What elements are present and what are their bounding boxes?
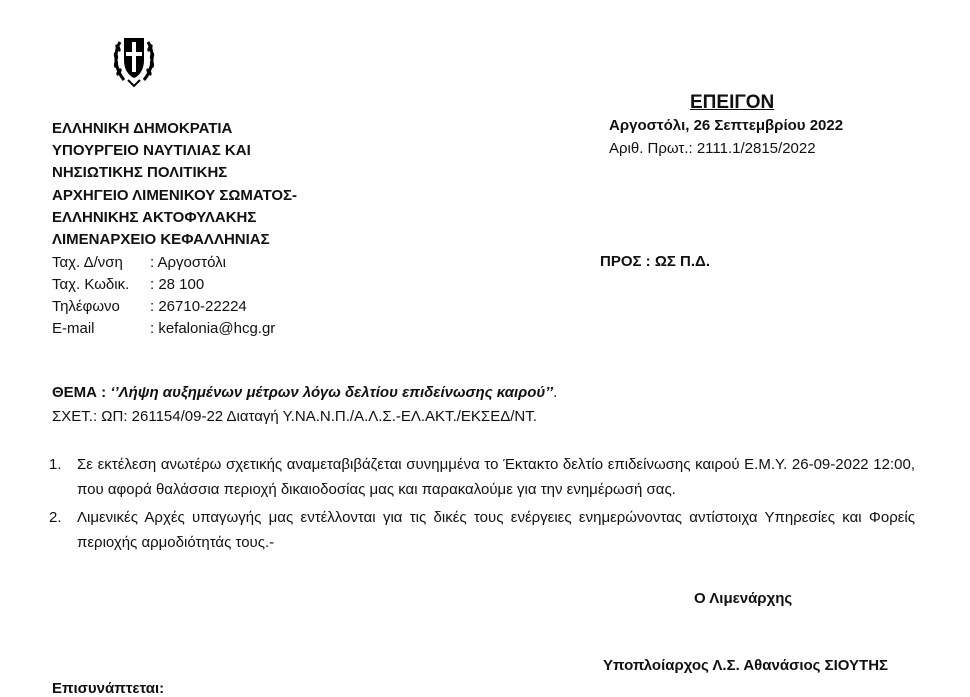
issuer-line: ΕΛΛΗΝΙΚΗ ΔΗΜΟΚΡΑΤΙΑ xyxy=(52,120,233,137)
list-item-text: Λιμενικές Αρχές υπαγωγής μας εντέλλονται για τις δικές τους ενέργειες ενημερώνοντας αντίστοιχα Υπηρεσίες και Φορείς περιοχής αρμοδιότητάς τους.- xyxy=(77,509,915,551)
issuer-line: ΥΠΟΥΡΓΕΙΟ ΝΑΥΤΙΛΙΑΣ ΚΑΙ xyxy=(52,142,251,160)
contact-label: Ταχ. Δ/νση xyxy=(52,254,123,271)
issuer-line: ΝΗΣΙΩΤΙΚΗΣ ΠΟΛΙΤΙΚΗΣ xyxy=(52,164,228,182)
attachments-label: Επισυνάπτεται: xyxy=(52,680,165,697)
contact-details xyxy=(52,252,275,340)
contact-value: : Αργοστόλι xyxy=(150,254,226,271)
list-item-text: Σε εκτέλεση ανωτέρω σχετικής αναμεταβιβάζεται συνημμένα το Έκτακτο δελτίο επιδείνωσης καιρού Ε.Μ.Υ. 26-09-2022 12:00, που αφορά θαλάσσια περιοχή δικαιοδοσίας μας και παρακαλούμε για την ενημέρωσή σας. xyxy=(77,456,915,498)
list-item-number: 1. xyxy=(49,456,62,473)
date-line: Αργοστόλι, 26 Σεπτεμβρίου 2022 xyxy=(609,117,844,134)
subject-line xyxy=(52,384,557,401)
subject-text: ‘’Λήψη αυξημένων μέτρων λόγω δελτίου επιδείνωσης καιρού’’ xyxy=(110,384,554,401)
reference-line: ΣΧΕΤ.: ΩΠ: 261154/09-22 Διαταγή Υ.ΝΑ.Ν.Π./Α.Λ.Σ.-ΕΛ.ΑΚΤ./ΕΚΣΕΔ/ΝΤ. xyxy=(52,408,537,425)
contact-row xyxy=(52,296,275,318)
issuer-line: ΑΡΧΗΓΕΙΟ ΛΙΜΕΝΙΚΟΥ ΣΩΜΑΤΟΣ- xyxy=(52,186,298,204)
issuer-line: ΛΙΜΕΝΑΡΧΕΙΟ ΚΕΦΑΛΛΗΝΙΑΣ xyxy=(52,231,270,249)
list-item-number: 2. xyxy=(49,509,62,526)
subject-label: ΘΕΜΑ : xyxy=(52,384,111,401)
contact-row xyxy=(52,318,275,340)
contact-value: : 26710-22224 xyxy=(150,298,247,315)
greek-coat-of-arms-icon xyxy=(112,28,156,88)
recipient-line: ΠΡΟΣ : ΩΣ Π.Δ. xyxy=(600,253,710,270)
contact-email: : kefalonia@hcg.gr xyxy=(150,320,276,337)
contact-row xyxy=(52,274,275,296)
issuer-header xyxy=(52,118,297,251)
contact-value: : 28 100 xyxy=(150,276,205,293)
contact-row xyxy=(52,252,275,274)
contact-label: E-mail xyxy=(52,320,95,337)
signer-title: Ο Λιμενάρχης xyxy=(694,590,793,607)
protocol-number: Αριθ. Πρωτ.: 2111.1/2815/2022 xyxy=(609,140,816,157)
list-item xyxy=(49,505,919,557)
contact-label: Ταχ. Κωδικ. xyxy=(52,276,130,293)
signer-name: Υποπλοίαρχος Λ.Σ. Αθανάσιος ΣΙΟΥΤΗΣ xyxy=(603,657,889,674)
urgent-label: ΕΠΕΙΓΟΝ xyxy=(690,92,775,113)
issuer-line: ΕΛΛΗΝΙΚΗΣ ΑΚΤΟΦΥΛΑΚΗΣ xyxy=(52,208,257,226)
list-item xyxy=(49,452,919,504)
subject-end: . xyxy=(553,384,558,401)
contact-label: Τηλέφωνο xyxy=(52,298,120,315)
